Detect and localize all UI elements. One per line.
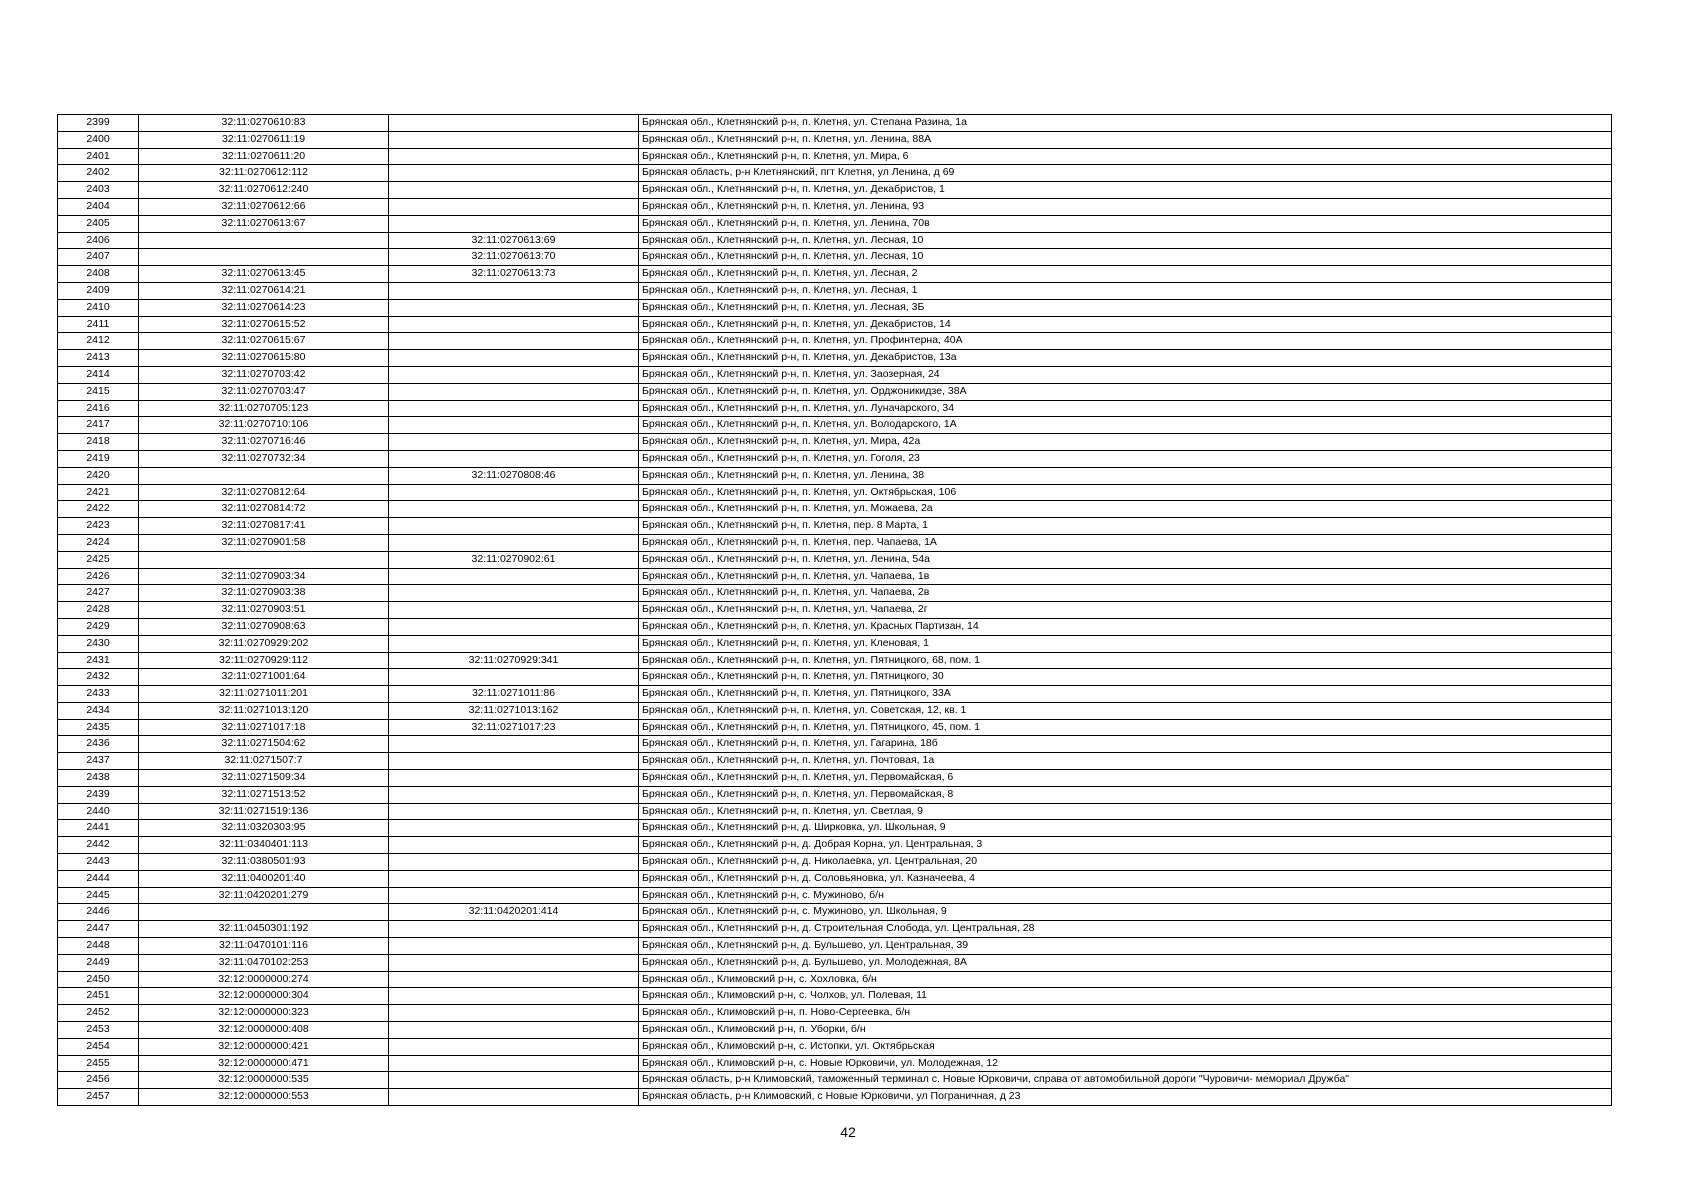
address-cell: Брянская обл., Клетнянский р-н, д. Строительная Слобода, ул. Центральная, 28 [639,921,1612,938]
row-number-cell: 2447 [58,921,139,938]
row-number-cell: 2399 [58,115,139,132]
address-cell: Брянская обл., Клетнянский р-н, п. Клетня, ул. Володарского, 1А [639,417,1612,434]
table-row [58,719,1612,736]
row-number-cell: 2441 [58,820,139,837]
table-row [58,904,1612,921]
address-cell: Брянская обл., Клетнянский р-н, п. Клетня, ул. Лесная, 10 [639,249,1612,266]
table-row [58,316,1612,333]
cadastral-number-cell: 32:11:0320303:95 [139,820,389,837]
table-row [58,854,1612,871]
address-cell: Брянская обл., Клетнянский р-н, п. Клетня, ул. Чапаева, 1в [639,568,1612,585]
address-cell: Брянская обл., Клетнянский р-н, п. Клетня, ул. Октябрьская, 106 [639,484,1612,501]
sub-cadastral-number-cell [389,568,639,585]
address-cell: Брянская обл., Клетнянский р-н, п. Клетня, ул. Ленина, 38 [639,467,1612,484]
row-number-cell: 2423 [58,518,139,535]
table-row [58,770,1612,787]
sub-cadastral-number-cell [389,534,639,551]
table-row [58,1022,1612,1039]
cadastral-number-cell: 32:11:0470101:116 [139,938,389,955]
address-cell: Брянская обл., Клетнянский р-н, п. Клетня, ул. Пятницкого, 68, пом. 1 [639,652,1612,669]
table-row [58,551,1612,568]
sub-cadastral-number-cell [389,954,639,971]
cadastral-number-cell: 32:11:0271504:62 [139,736,389,753]
cadastral-number-cell: 32:11:0271001:64 [139,669,389,686]
table-row [58,669,1612,686]
cadastral-number-cell: 32:11:0271507:7 [139,753,389,770]
table-row [58,366,1612,383]
cadastral-number-cell: 32:11:0271513:52 [139,786,389,803]
cadastral-number-cell: 32:11:0270817:41 [139,518,389,535]
cadastral-number-cell: 32:11:0270929:112 [139,652,389,669]
sub-cadastral-number-cell: 32:11:0270929:341 [389,652,639,669]
cadastral-number-cell: 32:12:0000000:274 [139,971,389,988]
address-cell: Брянская область, р-н Климовский, таможенный терминал с. Новые Юрковичи, справа от автомобильной дороги "Чуровичи- мемориал Дружба" [639,1072,1612,1089]
table-row [58,198,1612,215]
table-row [58,686,1612,703]
sub-cadastral-number-cell: 32:11:0270613:73 [389,266,639,283]
table-row [58,400,1612,417]
sub-cadastral-number-cell [389,182,639,199]
cadastral-number-cell: 32:11:0270814:72 [139,501,389,518]
sub-cadastral-number-cell [389,602,639,619]
sub-cadastral-number-cell [389,803,639,820]
row-number-cell: 2446 [58,904,139,921]
address-cell: Брянская обл., Клетнянский р-н, п. Клетня, ул. Пятницкого, 33А [639,686,1612,703]
row-number-cell: 2427 [58,585,139,602]
row-number-cell: 2416 [58,400,139,417]
address-cell: Брянская обл., Климовский р-н, с. Чолхов, ул. Полевая, 11 [639,988,1612,1005]
address-cell: Брянская обл., Клетнянский р-н, п. Клетня, пер. Чапаева, 1А [639,534,1612,551]
cadastral-number-cell: 32:11:0271013:120 [139,702,389,719]
address-cell: Брянская область, р-н Клетнянский, пгт Клетня, ул Ленина, д 69 [639,165,1612,182]
property-register-table [57,114,1612,1106]
row-number-cell: 2433 [58,686,139,703]
address-cell: Брянская обл., Клетнянский р-н, п. Клетня, ул. Степана Разина, 1а [639,115,1612,132]
table-row [58,215,1612,232]
table-row [58,249,1612,266]
sub-cadastral-number-cell [389,518,639,535]
row-number-cell: 2402 [58,165,139,182]
address-cell: Брянская обл., Клетнянский р-н, п. Клетня, ул. Лесная, 3Б [639,299,1612,316]
row-number-cell: 2455 [58,1055,139,1072]
address-cell: Брянская обл., Клетнянский р-н, п. Клетня, ул. Кленовая, 1 [639,635,1612,652]
sub-cadastral-number-cell [389,1055,639,1072]
sub-cadastral-number-cell: 32:11:0420201:414 [389,904,639,921]
row-number-cell: 2407 [58,249,139,266]
sub-cadastral-number-cell [389,887,639,904]
table-row [58,870,1612,887]
address-cell: Брянская обл., Клетнянский р-н, п. Клетня, ул. Лесная, 2 [639,266,1612,283]
table-row [58,518,1612,535]
cadastral-number-cell: 32:12:0000000:304 [139,988,389,1005]
sub-cadastral-number-cell [389,350,639,367]
sub-cadastral-number-cell [389,417,639,434]
sub-cadastral-number-cell [389,434,639,451]
row-number-cell: 2403 [58,182,139,199]
address-cell: Брянская обл., Клетнянский р-н, п. Клетня, ул. Мира, 6 [639,148,1612,165]
sub-cadastral-number-cell [389,938,639,955]
address-cell: Брянская обл., Климовский р-н, с. Новые Юрковичи, ул. Молодежная, 12 [639,1055,1612,1072]
sub-cadastral-number-cell: 32:11:0271013:162 [389,702,639,719]
address-cell: Брянская обл., Клетнянский р-н, д. Николаевка, ул. Центральная, 20 [639,854,1612,871]
cadastral-number-cell: 32:11:0270732:34 [139,450,389,467]
row-number-cell: 2420 [58,467,139,484]
table-row [58,383,1612,400]
sub-cadastral-number-cell: 32:11:0270808:46 [389,467,639,484]
cadastral-number-cell: 32:11:0270908:63 [139,618,389,635]
row-number-cell: 2443 [58,854,139,871]
sub-cadastral-number-cell [389,215,639,232]
table-row [58,887,1612,904]
table-row [58,299,1612,316]
row-number-cell: 2451 [58,988,139,1005]
address-cell: Брянская область, р-н Климовский, с Новые Юрковичи, ул Пограничная, д 23 [639,1089,1612,1106]
table-row [58,501,1612,518]
row-number-cell: 2410 [58,299,139,316]
sub-cadastral-number-cell [389,165,639,182]
address-cell: Брянская обл., Клетнянский р-н, п. Клетня, ул. Профинтерна, 40А [639,333,1612,350]
sub-cadastral-number-cell [389,115,639,132]
table-row [58,467,1612,484]
sub-cadastral-number-cell [389,753,639,770]
table-row [58,1089,1612,1106]
address-cell: Брянская обл., Клетнянский р-н, п. Клетня, ул. Пятницкого, 30 [639,669,1612,686]
sub-cadastral-number-cell: 32:11:0271017:23 [389,719,639,736]
table-row [58,786,1612,803]
row-number-cell: 2431 [58,652,139,669]
cadastral-number-cell: 32:11:0270615:80 [139,350,389,367]
row-number-cell: 2426 [58,568,139,585]
row-number-cell: 2452 [58,1005,139,1022]
row-number-cell: 2401 [58,148,139,165]
address-cell: Брянская обл., Клетнянский р-н, п. Клетня, ул. Светлая, 9 [639,803,1612,820]
sub-cadastral-number-cell [389,333,639,350]
table-row [58,938,1612,955]
sub-cadastral-number-cell [389,988,639,1005]
cadastral-number-cell: 32:11:0270710:106 [139,417,389,434]
cadastral-number-cell: 32:11:0270615:52 [139,316,389,333]
sub-cadastral-number-cell [389,854,639,871]
cadastral-number-cell [139,904,389,921]
row-number-cell: 2409 [58,282,139,299]
row-number-cell: 2408 [58,266,139,283]
address-cell: Брянская обл., Клетнянский р-н, п. Клетня, ул. Ленина, 70в [639,215,1612,232]
row-number-cell: 2439 [58,786,139,803]
row-number-cell: 2437 [58,753,139,770]
row-number-cell: 2405 [58,215,139,232]
address-cell: Брянская обл., Климовский р-н, с. Хохловка, б/н [639,971,1612,988]
row-number-cell: 2432 [58,669,139,686]
cadastral-number-cell: 32:11:0271509:34 [139,770,389,787]
address-cell: Брянская обл., Клетнянский р-н, п. Клетня, ул. Декабристов, 1 [639,182,1612,199]
cadastral-number-cell: 32:11:0270705:123 [139,400,389,417]
row-number-cell: 2454 [58,1038,139,1055]
sub-cadastral-number-cell: 32:11:0270613:70 [389,249,639,266]
register-table-body [58,115,1612,1106]
row-number-cell: 2424 [58,534,139,551]
address-cell: Брянская обл., Клетнянский р-н, п. Клетня, ул. Ленина, 54а [639,551,1612,568]
cadastral-number-cell: 32:11:0340401:113 [139,837,389,854]
address-cell: Брянская обл., Клетнянский р-н, с. Мужиново, ул. Школьная, 9 [639,904,1612,921]
row-number-cell: 2444 [58,870,139,887]
cadastral-number-cell: 32:11:0270703:42 [139,366,389,383]
address-cell: Брянская обл., Клетнянский р-н, п. Клетня, ул. Декабристов, 13а [639,350,1612,367]
table-row [58,333,1612,350]
sub-cadastral-number-cell [389,198,639,215]
cadastral-number-cell: 32:12:0000000:421 [139,1038,389,1055]
sub-cadastral-number-cell [389,585,639,602]
cadastral-number-cell [139,249,389,266]
sub-cadastral-number-cell [389,635,639,652]
address-cell: Брянская обл., Клетнянский р-н, п. Клетня, ул. Гоголя, 23 [639,450,1612,467]
address-cell: Брянская обл., Клетнянский р-н, д. Добрая Корна, ул. Центральная, 3 [639,837,1612,854]
address-cell: Брянская обл., Клетнянский р-н, п. Клетня, ул. Гагарина, 18б [639,736,1612,753]
cadastral-number-cell: 32:11:0420201:279 [139,887,389,904]
row-number-cell: 2412 [58,333,139,350]
sub-cadastral-number-cell [389,1022,639,1039]
sub-cadastral-number-cell [389,770,639,787]
address-cell: Брянская обл., Клетнянский р-н, п. Клетня, ул. Можаева, 2а [639,501,1612,518]
address-cell: Брянская обл., Клетнянский р-н, п. Клетня, ул. Почтовая, 1а [639,753,1612,770]
row-number-cell: 2413 [58,350,139,367]
address-cell: Брянская обл., Клетнянский р-н, п. Клетня, ул. Чапаева, 2в [639,585,1612,602]
sub-cadastral-number-cell [389,618,639,635]
sub-cadastral-number-cell: 32:11:0271011:86 [389,686,639,703]
table-row [58,635,1612,652]
sub-cadastral-number-cell: 32:11:0270613:69 [389,232,639,249]
address-cell: Брянская обл., Клетнянский р-н, п. Клетня, ул. Пятницкого, 45, пом. 1 [639,719,1612,736]
cadastral-number-cell: 32:11:0270901:58 [139,534,389,551]
table-row [58,165,1612,182]
sub-cadastral-number-cell [389,820,639,837]
cadastral-number-cell: 32:11:0270614:23 [139,299,389,316]
sub-cadastral-number-cell [389,1005,639,1022]
row-number-cell: 2425 [58,551,139,568]
sub-cadastral-number-cell [389,837,639,854]
table-row [58,1055,1612,1072]
sub-cadastral-number-cell: 32:11:0270902:61 [389,551,639,568]
cadastral-number-cell: 32:11:0270812:64 [139,484,389,501]
address-cell: Брянская обл., Клетнянский р-н, п. Клетня, ул. Ленина, 93 [639,198,1612,215]
row-number-cell: 2449 [58,954,139,971]
cadastral-number-cell: 32:11:0270929:202 [139,635,389,652]
cadastral-number-cell: 32:11:0270611:19 [139,131,389,148]
sub-cadastral-number-cell [389,299,639,316]
sub-cadastral-number-cell [389,383,639,400]
row-number-cell: 2411 [58,316,139,333]
row-number-cell: 2436 [58,736,139,753]
row-number-cell: 2400 [58,131,139,148]
cadastral-number-cell [139,232,389,249]
table-row [58,232,1612,249]
table-row [58,1072,1612,1089]
row-number-cell: 2421 [58,484,139,501]
cadastral-number-cell: 32:11:0270703:47 [139,383,389,400]
row-number-cell: 2428 [58,602,139,619]
row-number-cell: 2415 [58,383,139,400]
address-cell: Брянская обл., Клетнянский р-н, п. Клетня, ул. Луначарского, 34 [639,400,1612,417]
table-row [58,115,1612,132]
address-cell: Брянская обл., Климовский р-н, с. Истопки, ул. Октябрьская [639,1038,1612,1055]
row-number-cell: 2417 [58,417,139,434]
sub-cadastral-number-cell [389,786,639,803]
cadastral-number-cell: 32:11:0270903:38 [139,585,389,602]
table-row [58,585,1612,602]
table-row [58,1038,1612,1055]
cadastral-number-cell: 32:12:0000000:471 [139,1055,389,1072]
table-row [58,350,1612,367]
address-cell: Брянская обл., Клетнянский р-н, п. Клетня, ул. Первомайская, 8 [639,786,1612,803]
table-row [58,266,1612,283]
address-cell: Брянская обл., Клетнянский р-н, п. Клетня, ул. Советская, 12, кв. 1 [639,702,1612,719]
address-cell: Брянская обл., Клетнянский р-н, п. Клетня, ул. Красных Партизан, 14 [639,618,1612,635]
cadastral-number-cell: 32:11:0270615:67 [139,333,389,350]
row-number-cell: 2457 [58,1089,139,1106]
cadastral-number-cell: 32:12:0000000:535 [139,1072,389,1089]
table-row [58,131,1612,148]
cadastral-number-cell: 32:11:0470102:253 [139,954,389,971]
address-cell: Брянская обл., Клетнянский р-н, д. Бульшево, ул. Молодежная, 8А [639,954,1612,971]
cadastral-number-cell: 32:11:0271519:136 [139,803,389,820]
sub-cadastral-number-cell [389,1038,639,1055]
cadastral-number-cell: 32:12:0000000:553 [139,1089,389,1106]
row-number-cell: 2435 [58,719,139,736]
table-row [58,837,1612,854]
address-cell: Брянская обл., Клетнянский р-н, п. Клетня, ул. Заозерная, 24 [639,366,1612,383]
row-number-cell: 2419 [58,450,139,467]
cadastral-number-cell: 32:11:0400201:40 [139,870,389,887]
address-cell: Брянская обл., Клетнянский р-н, п. Клетня, ул. Декабристов, 14 [639,316,1612,333]
sub-cadastral-number-cell [389,921,639,938]
table-row [58,971,1612,988]
row-number-cell: 2406 [58,232,139,249]
cadastral-number-cell: 32:11:0450301:192 [139,921,389,938]
cadastral-number-cell: 32:11:0270614:21 [139,282,389,299]
sub-cadastral-number-cell [389,450,639,467]
table-row [58,652,1612,669]
sub-cadastral-number-cell [389,736,639,753]
table-row [58,434,1612,451]
page-number: 42 [840,1124,856,1140]
sub-cadastral-number-cell [389,316,639,333]
cadastral-number-cell: 32:11:0270611:20 [139,148,389,165]
table-row [58,803,1612,820]
row-number-cell: 2453 [58,1022,139,1039]
address-cell: Брянская обл., Клетнянский р-н, п. Клетня, ул. Мира, 42а [639,434,1612,451]
table-row [58,417,1612,434]
cadastral-number-cell: 32:11:0270612:240 [139,182,389,199]
address-cell: Брянская обл., Клетнянский р-н, д. Соловьяновка, ул. Казначеева, 4 [639,870,1612,887]
table-row [58,534,1612,551]
table-row [58,820,1612,837]
table-row [58,148,1612,165]
cadastral-number-cell: 32:12:0000000:323 [139,1005,389,1022]
sub-cadastral-number-cell [389,282,639,299]
sub-cadastral-number-cell [389,484,639,501]
cadastral-number-cell: 32:11:0380501:93 [139,854,389,871]
table-row [58,1005,1612,1022]
table-row [58,702,1612,719]
cadastral-number-cell: 32:11:0270716:46 [139,434,389,451]
sub-cadastral-number-cell [389,501,639,518]
table-row [58,921,1612,938]
sub-cadastral-number-cell [389,870,639,887]
row-number-cell: 2450 [58,971,139,988]
row-number-cell: 2445 [58,887,139,904]
cadastral-number-cell: 32:11:0270612:112 [139,165,389,182]
cadastral-number-cell: 32:11:0271011:201 [139,686,389,703]
address-cell: Брянская обл., Клетнянский р-н, п. Клетня, ул. Орджоникидзе, 38А [639,383,1612,400]
address-cell: Брянская обл., Клетнянский р-н, д. Ширковка, ул. Школьная, 9 [639,820,1612,837]
cadastral-number-cell: 32:12:0000000:408 [139,1022,389,1039]
row-number-cell: 2440 [58,803,139,820]
address-cell: Брянская обл., Клетнянский р-н, п. Клетня, ул. Чапаева, 2г [639,602,1612,619]
row-number-cell: 2448 [58,938,139,955]
address-cell: Брянская обл., Климовский р-н, п. Ново-Сергеевка, б/н [639,1005,1612,1022]
cadastral-number-cell: 32:11:0270903:51 [139,602,389,619]
sub-cadastral-number-cell [389,1089,639,1106]
sub-cadastral-number-cell [389,669,639,686]
table-row [58,568,1612,585]
table-row [58,282,1612,299]
table-row [58,753,1612,770]
table-row [58,954,1612,971]
cadastral-number-cell: 32:11:0270903:34 [139,568,389,585]
row-number-cell: 2438 [58,770,139,787]
address-cell: Брянская обл., Клетнянский р-н, с. Мужиново, б/н [639,887,1612,904]
row-number-cell: 2442 [58,837,139,854]
address-cell: Брянская обл., Клетнянский р-н, п. Клетня, ул. Лесная, 1 [639,282,1612,299]
table-row [58,736,1612,753]
sub-cadastral-number-cell [389,366,639,383]
sub-cadastral-number-cell [389,971,639,988]
sub-cadastral-number-cell [389,400,639,417]
cadastral-number-cell: 32:11:0271017:18 [139,719,389,736]
row-number-cell: 2430 [58,635,139,652]
row-number-cell: 2418 [58,434,139,451]
table-row [58,988,1612,1005]
table-row [58,450,1612,467]
row-number-cell: 2456 [58,1072,139,1089]
address-cell: Брянская обл., Клетнянский р-н, п. Клетня, ул. Лесная, 10 [639,232,1612,249]
cadastral-number-cell: 32:11:0270613:45 [139,266,389,283]
cadastral-number-cell: 32:11:0270612:66 [139,198,389,215]
cadastral-number-cell: 32:11:0270613:67 [139,215,389,232]
address-cell: Брянская обл., Клетнянский р-н, д. Бульшево, ул. Центральная, 39 [639,938,1612,955]
table-row [58,602,1612,619]
cadastral-number-cell: 32:11:0270610:83 [139,115,389,132]
row-number-cell: 2429 [58,618,139,635]
sub-cadastral-number-cell [389,1072,639,1089]
sub-cadastral-number-cell [389,148,639,165]
row-number-cell: 2404 [58,198,139,215]
table-row [58,484,1612,501]
address-cell: Брянская обл., Клетнянский р-н, п. Клетня, ул. Первомайская, 6 [639,770,1612,787]
row-number-cell: 2422 [58,501,139,518]
table-row [58,182,1612,199]
address-cell: Брянская обл., Клетнянский р-н, п. Клетня, ул. Ленина, 88А [639,131,1612,148]
address-cell: Брянская обл., Клетнянский р-н, п. Клетня, пер. 8 Марта, 1 [639,518,1612,535]
row-number-cell: 2434 [58,702,139,719]
sub-cadastral-number-cell [389,131,639,148]
address-cell: Брянская обл., Климовский р-н, п. Уборки, б/н [639,1022,1612,1039]
cadastral-number-cell [139,551,389,568]
table-row [58,618,1612,635]
row-number-cell: 2414 [58,366,139,383]
cadastral-number-cell [139,467,389,484]
